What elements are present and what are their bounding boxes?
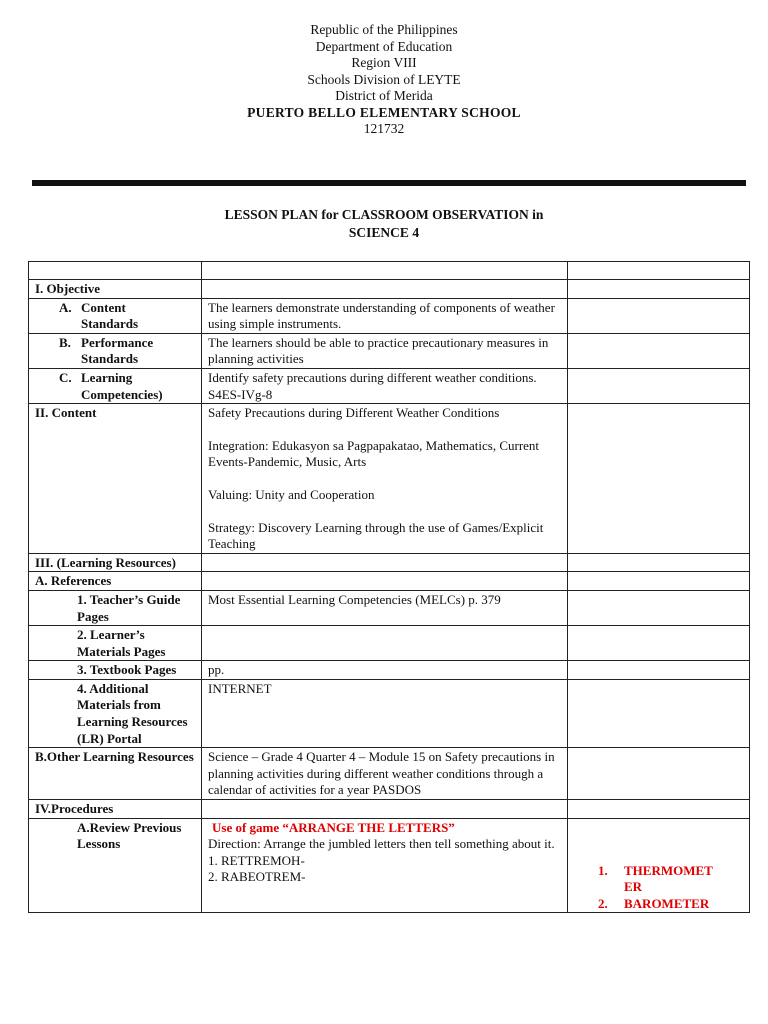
table-cell bbox=[568, 298, 750, 333]
table-cell bbox=[568, 626, 750, 661]
references-label: A. References bbox=[29, 572, 202, 591]
procedures-label: IV.Procedures bbox=[29, 800, 202, 819]
content-standards-text: The learners demonstrate understanding of components of weather using simple instruments. bbox=[202, 298, 568, 333]
table-row-learners-materials bbox=[29, 626, 750, 661]
answer-2-text: BAROMETER bbox=[624, 895, 710, 911]
header-department: Department of Education bbox=[315, 38, 453, 54]
competencies-label-2: Competencies) bbox=[81, 386, 163, 402]
table-cell bbox=[202, 572, 568, 591]
performance-standards-label bbox=[29, 333, 202, 368]
review-cell bbox=[202, 818, 568, 913]
table-row-procedures bbox=[29, 800, 750, 819]
competencies-code: S4ES-IVg-8 bbox=[208, 386, 273, 402]
table-row-learning-resources bbox=[29, 553, 750, 572]
content-topic: Safety Precautions during Different Weather Conditions bbox=[208, 405, 500, 421]
competencies-cell bbox=[202, 368, 568, 403]
performance-standards-label-1: Performance bbox=[81, 334, 154, 350]
document-header bbox=[0, 22, 768, 138]
performance-standards-label-2: Standards bbox=[81, 351, 139, 367]
answer-2-number: 2. bbox=[598, 895, 608, 911]
table-row-review bbox=[29, 818, 750, 913]
lesson-plan-title bbox=[0, 206, 768, 242]
content-integration: Integration: Edukasyon sa Pagpapakatao, Mathematics, Current Events-Pandemic, Music, Arts bbox=[208, 437, 540, 470]
table-cell bbox=[568, 590, 750, 625]
table-row-content-standards bbox=[29, 298, 750, 333]
table-row-references bbox=[29, 572, 750, 591]
content-standards-letter: A. bbox=[59, 299, 72, 315]
additional-materials-label-text: 4. Additional Materials from Learning Resources (LR) Portal bbox=[77, 680, 188, 746]
table-cell bbox=[568, 572, 750, 591]
table-cell bbox=[202, 800, 568, 819]
competencies-label bbox=[29, 368, 202, 403]
learners-materials-label-text: 2. Learner’s Materials Pages bbox=[77, 627, 166, 659]
title-line-1: LESSON PLAN for CLASSROOM OBSERVATION in bbox=[224, 207, 544, 222]
table-row-objective bbox=[29, 280, 750, 299]
teachers-guide-text: Most Essential Learning Competencies (MELCs) p. 379 bbox=[202, 590, 568, 625]
table-row-performance-standards bbox=[29, 333, 750, 368]
review-label-text: A.Review Previous Lessons bbox=[77, 819, 182, 852]
table-cell bbox=[202, 262, 568, 280]
table-row-content bbox=[29, 404, 750, 554]
review-item-2: 2. RABEOTREM- bbox=[208, 869, 306, 885]
performance-standards-text: The learners should be able to practice precautionary measures in planning activities bbox=[202, 333, 568, 368]
learners-materials-label bbox=[29, 626, 202, 661]
table-row-textbook bbox=[29, 661, 750, 680]
table-cell bbox=[568, 333, 750, 368]
header-school-name: PUERTO BELLO ELEMENTARY SCHOOL bbox=[247, 104, 521, 120]
table-cell bbox=[202, 553, 568, 572]
table-row-additional-materials bbox=[29, 679, 750, 747]
header-region: Region VIII bbox=[351, 55, 417, 70]
header-school-id: 121732 bbox=[363, 121, 405, 136]
header-division: Schools Division of LEYTE bbox=[307, 71, 461, 87]
review-direction: Direction: Arrange the jumbled letters then tell something about it. bbox=[208, 836, 555, 852]
title-line-2: SCIENCE 4 bbox=[348, 225, 420, 240]
content-standards-label-1: Content bbox=[81, 299, 126, 315]
table-cell bbox=[568, 404, 750, 554]
header-divider bbox=[32, 180, 746, 186]
table-cell bbox=[568, 280, 750, 299]
review-answer-list bbox=[574, 863, 743, 913]
table-cell bbox=[568, 262, 750, 280]
table-row-other-resources bbox=[29, 748, 750, 800]
teachers-guide-label bbox=[29, 590, 202, 625]
table-cell bbox=[29, 262, 202, 280]
competencies-letter: C. bbox=[59, 369, 72, 385]
table-row-teachers-guide bbox=[29, 590, 750, 625]
table-row-blank bbox=[29, 262, 750, 280]
content-strategy: Strategy: Discovery Learning through the use of Games/Explicit Teaching bbox=[208, 519, 544, 552]
review-answers-cell bbox=[568, 818, 750, 913]
content-standards-label bbox=[29, 298, 202, 333]
competencies-label-1: Learning bbox=[81, 369, 133, 385]
list-item bbox=[574, 896, 743, 913]
textbook-label bbox=[29, 661, 202, 680]
objective-label: I. Objective bbox=[29, 280, 202, 299]
lesson-plan-table bbox=[28, 261, 750, 913]
list-item bbox=[574, 863, 743, 896]
additional-materials-text: INTERNET bbox=[202, 679, 568, 747]
table-cell bbox=[568, 679, 750, 747]
other-resources-label: B.Other Learning Resources bbox=[29, 748, 202, 800]
performance-standards-letter: B. bbox=[59, 334, 71, 350]
textbook-label-text: 3. Textbook Pages bbox=[77, 662, 177, 678]
learning-resources-label: III. (Learning Resources) bbox=[29, 553, 202, 572]
textbook-text: pp. bbox=[202, 661, 568, 680]
table-cell bbox=[568, 800, 750, 819]
review-item-1: 1. RETTREMOH- bbox=[208, 852, 305, 868]
content-standards-label-2: Standards bbox=[81, 316, 139, 332]
teachers-guide-label-text: 1. Teacher’s Guide Pages bbox=[77, 591, 181, 624]
content-valuing: Valuing: Unity and Cooperation bbox=[208, 486, 375, 502]
answer-1-text: THERMOMETER bbox=[624, 862, 713, 895]
review-game-title: Use of game “ARRANGE THE LETTERS” bbox=[212, 819, 455, 835]
content-label: II. Content bbox=[29, 404, 202, 554]
competencies-text: Identify safety precautions during different weather conditions. bbox=[208, 369, 537, 385]
header-republic: Republic of the Philippines bbox=[310, 22, 458, 37]
table-cell bbox=[568, 553, 750, 572]
answer-1-number: 1. bbox=[598, 862, 608, 878]
table-cell bbox=[568, 368, 750, 403]
header-district: District of Merida bbox=[335, 88, 433, 103]
learners-materials-text bbox=[202, 626, 568, 661]
content-cell bbox=[202, 404, 568, 554]
additional-materials-label bbox=[29, 679, 202, 747]
table-cell bbox=[568, 661, 750, 680]
table-row-competencies bbox=[29, 368, 750, 403]
other-resources-text: Science – Grade 4 Quarter 4 – Module 15 on Safety precautions in planning activities during different weather conditions through a calendar of activities for a year PASDOS bbox=[202, 748, 568, 800]
review-label bbox=[29, 818, 202, 913]
table-cell bbox=[202, 280, 568, 299]
table-cell bbox=[568, 748, 750, 800]
